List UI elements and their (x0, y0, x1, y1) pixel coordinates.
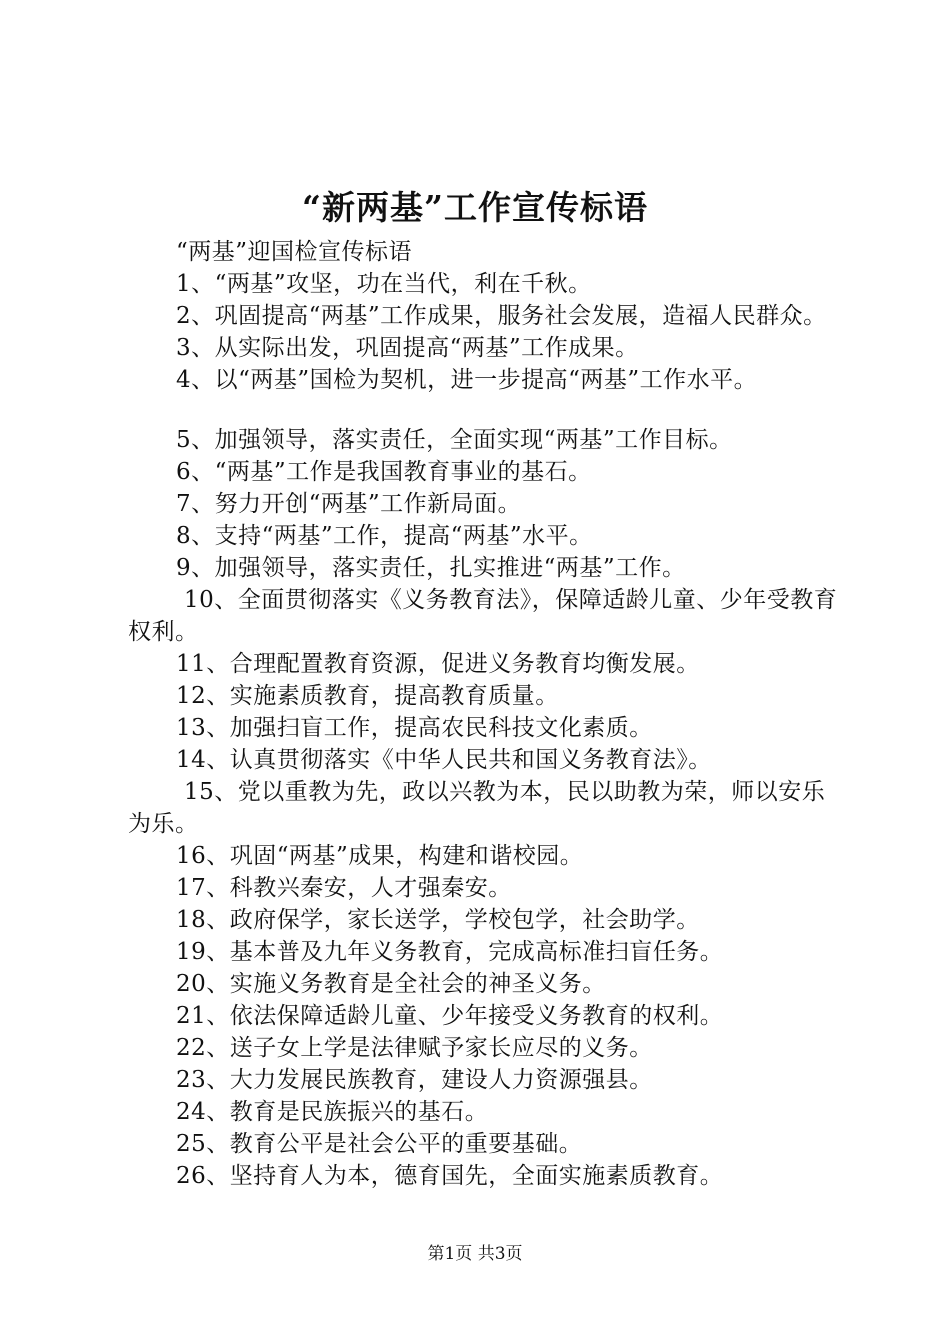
slogan-item: 13、加强扫盲工作，提高农民科技文化素质。 (176, 715, 653, 741)
section-heading: “两基”迎国检宣传标语 (176, 239, 413, 265)
document-body (128, 236, 848, 1192)
slogan-item: 2、巩固提高“两基”工作成果，服务社会发展，造福人民群众。 (176, 303, 827, 329)
slogan-item: 5、加强领导，落实责任，全面实现“两基”工作目标。 (176, 427, 733, 453)
slogan-item: 17、科教兴秦安，人才强秦安。 (176, 875, 512, 901)
slogan-item: 3、从实际出发，巩固提高“两基”工作成果。 (176, 335, 639, 361)
slogan-item: 12、实施素质教育，提高教育质量。 (176, 683, 559, 709)
slogan-item: 22、送子女上学是法律赋予家长应尽的义务。 (176, 1035, 653, 1061)
slogan-item: 9、加强领导，落实责任，扎实推进“两基”工作。 (176, 555, 686, 581)
slogan-item: 8、支持“两基”工作，提高“两基”水平。 (176, 523, 593, 549)
slogan-item: 11、合理配置教育资源，促进义务教育均衡发展。 (176, 651, 700, 677)
slogan-item: 1、“两基”攻坚，功在当代，利在千秋。 (176, 271, 592, 297)
slogan-item: 20、实施义务教育是全社会的神圣义务。 (176, 971, 606, 997)
slogan-item: 14、认真贯彻落实《中华人民共和国义务教育法》。 (176, 747, 712, 773)
slogan-item: 21、依法保障适龄儿童、少年接受义务教育的权利。 (176, 1003, 724, 1029)
slogan-item: 16、巩固“两基”成果，构建和谐校园。 (176, 843, 584, 869)
slogan-item: 6、“两基”工作是我国教育事业的基石。 (176, 459, 592, 485)
slogan-item: 4、以“两基”国检为契机，进一步提高“两基”工作水平。 (176, 367, 758, 393)
slogan-item: 15、党以重教为先，政以兴教为本，民以助教为荣，师以安乐为乐。 (128, 779, 826, 837)
slogan-item: 26、坚持育人为本，德育国先，全面实施素质教育。 (176, 1163, 724, 1189)
slogan-item: 23、大力发展民族教育，建设人力资源强县。 (176, 1067, 653, 1093)
slogan-item: 19、基本普及九年义务教育，完成高标准扫盲任务。 (176, 939, 724, 965)
document-title: “新两基”工作宣传标语 (302, 188, 648, 227)
slogan-item: 7、努力开创“两基”工作新局面。 (176, 491, 522, 517)
slogan-item: 25、教育公平是社会公平的重要基础。 (176, 1131, 583, 1157)
slogan-item: 10、全面贯彻落实《义务教育法》，保障适龄儿童、少年受教育权利。 (128, 587, 838, 645)
page-footer: 第1页 共3页 (427, 1244, 523, 1264)
slogan-item: 24、教育是民族振兴的基石。 (176, 1099, 489, 1125)
slogan-item: 18、政府保学，家长送学，学校包学，社会助学。 (176, 907, 700, 933)
